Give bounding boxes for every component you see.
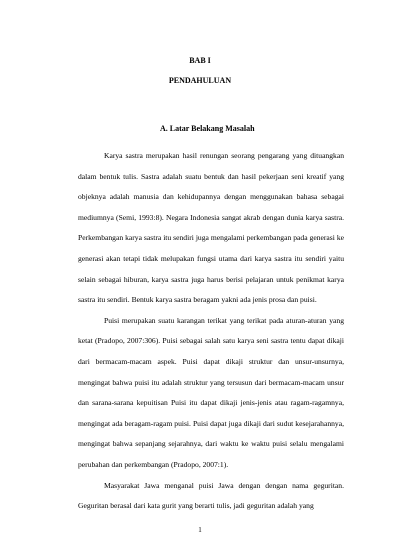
chapter-number: BAB I <box>189 56 211 65</box>
section-heading: A. Latar Belakang Masalah <box>160 124 255 133</box>
body-text <box>78 146 344 517</box>
paragraph: Masyarakat Jawa menganal puisi Jawa dengan dengan nama geguritan. Geguritan berasal dari kata gurit yang berarti tulis, jadi geguritan adalah yang <box>78 480 344 511</box>
paragraph: Puisi merupakan suatu karangan terikat yang terikat pada aturan-aturan yang ketat (Pradopo, 2007:306). Puisi sebagai salah satu karya seni sastra tentu dapat dikaji dari bermacam-macam aspek. Puisi dapat dikaji struktur dan unsur-unsurnya, mengingat bahwa puisi itu adalah struktur yang tersusun dari bermacam-macam unsur dan sarana-sarana kepuitisan Puisi itu dapat dikaji jenis-jenis atau ragam-ragamnya, mengingat ada beragam-ragam puisi. Puisi dapat juga dikaji dari sudut kesejarahannya, mengingat bahwa sepanjang sejarahnya, dari waktu ke waktu puisi selalu mengalami perubahan dan perkembangan (Pradopo, 2007:1). <box>78 315 344 469</box>
chapter-title: PENDAHULUAN <box>168 76 232 85</box>
paragraph: Karya sastra merupakan hasil renungan seorang pengarang yang dituangkan dalam bentuk tulis. Sastra adalah suatu bentuk dan hasil pekerjaan seni kreatif yang objeknya adalah manusia dan kehidupannya dengan menggunakan bahasa sebagai mediumnya (Semi, 1993:8). Negara Indonesia sangat akrab dengan dunia karya sastra. Perkembangan karya sastra itu sendiri juga mengalami perkembangan pada generasi ke generasi akan tetapi tidak melupakan fungsi utama dari karya sastra itu sendiri yaitu selain sebagai hiburan, karya sastra juga harus berisi pelajaran untuk penikmat karya sastra itu sendiri. Bentuk karya sastra beragam yakni ada jenis prosa dan puisi. <box>78 151 344 305</box>
page-number: 1 <box>198 526 202 534</box>
